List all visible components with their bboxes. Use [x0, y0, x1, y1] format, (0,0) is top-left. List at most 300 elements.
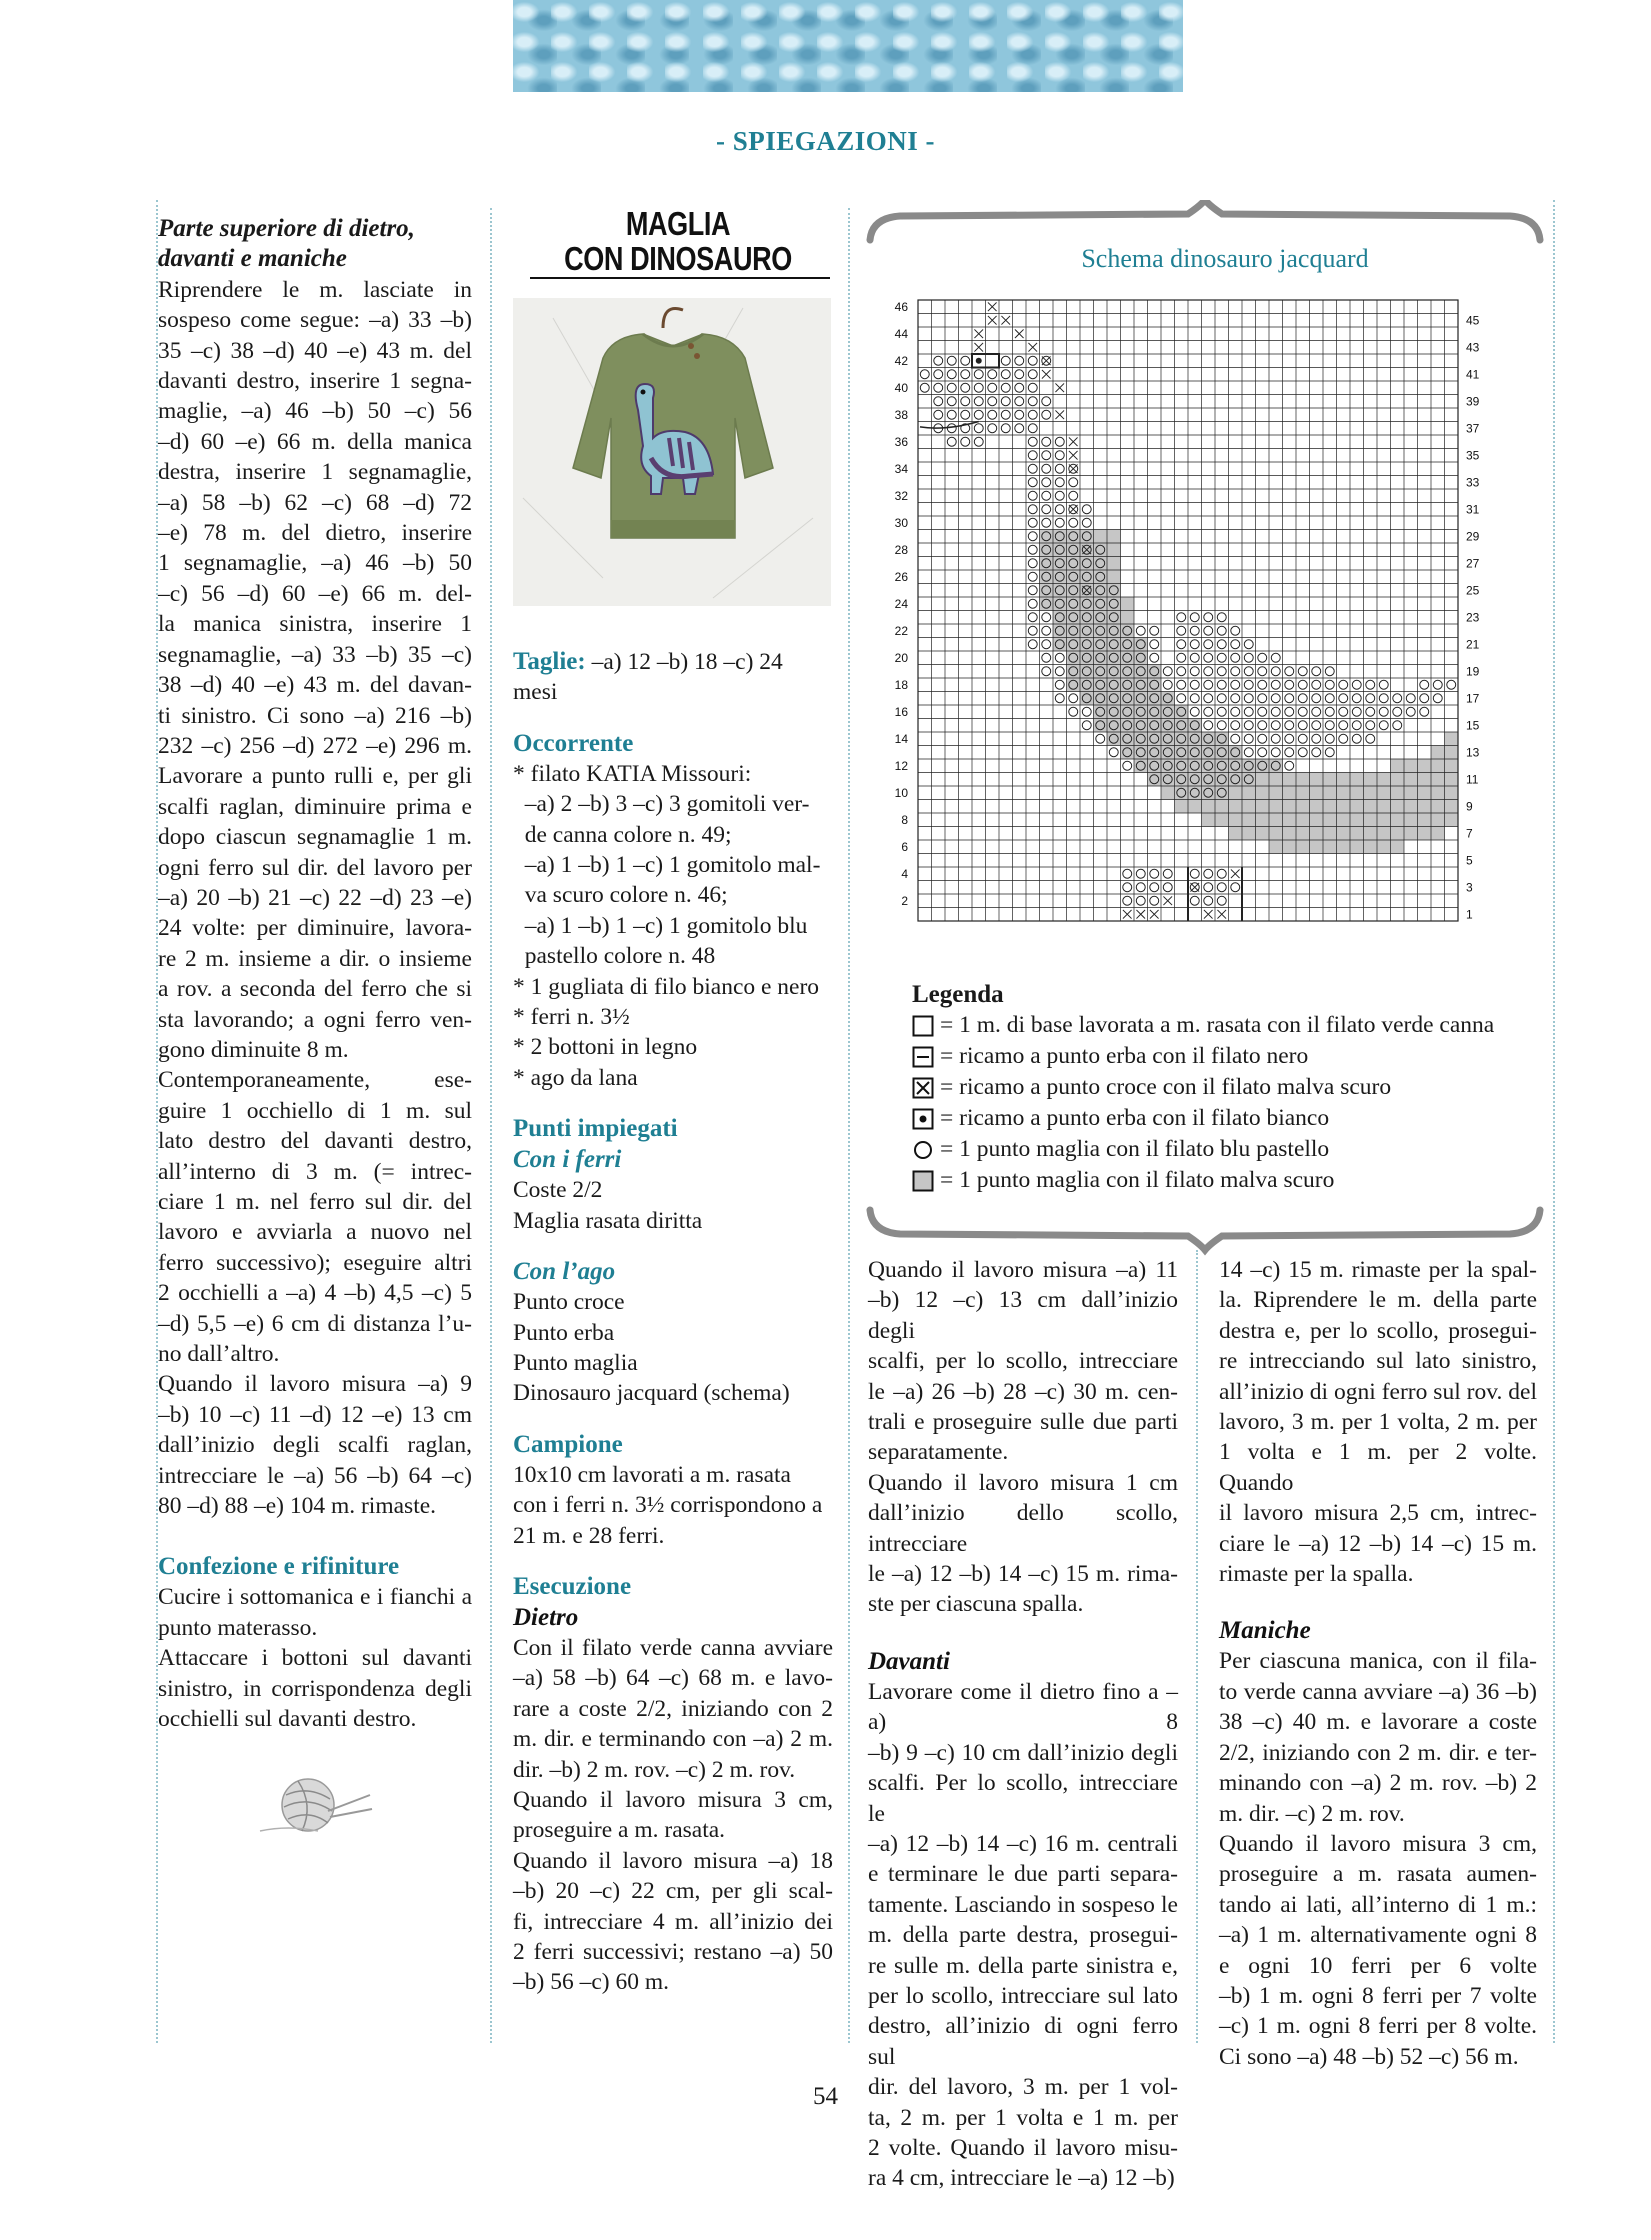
paragraph [1219, 1646, 1537, 1828]
blue-stitch [1177, 626, 1186, 635]
text-line: Punto erba [513, 1319, 615, 1346]
mauve-cell [1121, 611, 1135, 625]
blue-stitch [1312, 748, 1321, 757]
mauve-cell [1445, 746, 1459, 760]
row-label: 11 [1466, 772, 1479, 787]
text-line: Quando il lavoro misura 3 cm, [513, 1786, 833, 1813]
blue-stitch [1015, 397, 1024, 406]
row-label: 22 [894, 623, 908, 638]
blue-stitch [1204, 883, 1213, 892]
mauve-cell [1310, 786, 1324, 800]
blue-stitch [1312, 694, 1321, 703]
text-line: –a) 1 m. alternativamente ogni 8 [1219, 1922, 1537, 1949]
blue-stitch [1055, 667, 1064, 676]
blue-stitch [1244, 667, 1253, 676]
mauve-cell [1107, 557, 1121, 571]
blue-stitch [1001, 424, 1010, 433]
row-label: 28 [894, 542, 908, 557]
blue-stitch [1150, 869, 1159, 878]
blue-stitch [1258, 748, 1267, 757]
mauve-cell [1256, 773, 1270, 787]
mauve-cell [1337, 840, 1351, 854]
blue-stitch [1150, 883, 1159, 892]
text-line: Punto maglia [513, 1349, 638, 1376]
cross-stitch [1136, 910, 1145, 919]
blue-stitch [1028, 397, 1037, 406]
blue-stitch [1190, 869, 1199, 878]
text-line: –c) 56 –d) 60 –e) 66 m. del- [158, 580, 472, 607]
blue-stitch [1271, 680, 1280, 689]
mauve-cell [1431, 800, 1445, 814]
row-label: 36 [894, 434, 908, 449]
blue-stitch [1028, 437, 1037, 446]
blue-stitch [1042, 478, 1051, 487]
blue-stitch [920, 383, 929, 392]
cross-stitch [1028, 343, 1037, 352]
blue-stitch [1352, 694, 1361, 703]
blue-stitch [1231, 694, 1240, 703]
cross-stitch [974, 343, 983, 352]
paragraph [868, 1468, 1178, 1620]
blue-stitch [1217, 613, 1226, 622]
row-label: 30 [894, 515, 908, 530]
blue-stitch [1258, 667, 1267, 676]
legend-item [912, 1072, 1494, 1103]
paragraph [158, 1582, 472, 1643]
blue-stitch [947, 424, 956, 433]
blue-stitch [1042, 410, 1051, 419]
text-line: sospeso come segue: –a) 33 –b) [158, 307, 472, 334]
mauve-cell [1377, 800, 1391, 814]
paragraph [513, 1846, 833, 1998]
mauve-cell [1310, 773, 1324, 787]
blue-stitch [1244, 653, 1253, 662]
cross-stitch [1055, 383, 1064, 392]
text-line: * filato KATIA Missouri: [513, 760, 752, 787]
blue-stitch [1285, 748, 1294, 757]
text-line: * 1 gugliata di filo bianco e nero [513, 973, 820, 1000]
blue-stitch [1055, 518, 1064, 527]
blue-stitch [1285, 667, 1294, 676]
row-label: 17 [1466, 691, 1480, 706]
text-line: la manica sinistra, inserire 1 [158, 611, 472, 638]
mauve-cell [1229, 800, 1243, 814]
blue-stitch [934, 410, 943, 419]
blue-stitch [1339, 707, 1348, 716]
mauve-cell [1310, 827, 1324, 841]
blue-stitch [1204, 613, 1213, 622]
text-line: lavoro, 3 m. per 1 volta, 2 m. per [1219, 1409, 1537, 1436]
text-line: Lavorare come il dietro fino a –a) 8 [868, 1678, 1178, 1736]
blue-stitch [1042, 505, 1051, 514]
mauve-cell [1283, 827, 1297, 841]
text-line: 21 m. e 28 ferri. [513, 1522, 665, 1549]
mauve-cell [1377, 840, 1391, 854]
blue-stitch [1379, 707, 1388, 716]
text-line: le –a) 26 –b) 28 –c) 30 m. cen- [868, 1378, 1178, 1405]
row-label: 37 [1466, 421, 1480, 436]
text-line: –c) 1 m. ogni 8 ferri per 8 volte. [1219, 2013, 1537, 2040]
blue-stitch [1244, 680, 1253, 689]
legend-item [912, 1165, 1494, 1196]
blue-stitch [1028, 464, 1037, 473]
blue-stitch [1163, 680, 1172, 689]
row-label: 9 [1466, 799, 1473, 814]
text-line: ste per ciascuna spalla. [868, 1591, 1084, 1618]
blue-stitch [1285, 734, 1294, 743]
text-line: 38 –c) 40 m. e lavorare a coste [1219, 1709, 1537, 1736]
blue-stitch [1217, 626, 1226, 635]
mauve-cell [1296, 800, 1310, 814]
maniche-heading: Maniche [1219, 1617, 1311, 1645]
blue-stitch [1055, 653, 1064, 662]
blue-stitch [1217, 883, 1226, 892]
blue-stitch [1177, 680, 1186, 689]
text-line: pastello colore n. 48 [513, 943, 716, 970]
blue-stitch [1204, 680, 1213, 689]
yarn-texture-banner [513, 0, 1183, 92]
mauve-cell [1364, 800, 1378, 814]
blue-stitch [1028, 572, 1037, 581]
blue-stitch [1258, 680, 1267, 689]
text-line: maglie, –a) 46 –b) 50 –c) 56 [158, 398, 472, 425]
blue-stitch [1217, 707, 1226, 716]
blue-stitch [1028, 586, 1037, 595]
row-label: 25 [1466, 583, 1480, 598]
row-label: 21 [1466, 637, 1480, 652]
blue-stitch [1244, 694, 1253, 703]
blue-stitch [1163, 883, 1172, 892]
text-line: destra, inserire 1 segnamaglie, [158, 459, 472, 486]
column-divider-3 [1196, 1250, 1198, 2043]
mauve-cell [1323, 800, 1337, 814]
text-line: Riprendere le m. lasciate in [158, 276, 472, 303]
mauve-cell [1269, 827, 1283, 841]
blue-stitch [1339, 721, 1348, 730]
text-line: –b) 12 –c) 13 cm dall’inizio degli [868, 1287, 1178, 1344]
blue-stitch [1204, 721, 1213, 730]
text-line: –a) 1 –b) 1 –c) 1 gomitolo blu [513, 912, 808, 939]
title-line-1: MAGLIA [625, 205, 731, 242]
mauve-cell [1283, 813, 1297, 827]
text-line: 2 volte. Quando il lavoro misu- [868, 2134, 1178, 2161]
blue-stitch [1231, 653, 1240, 662]
blue-stitch [1352, 680, 1361, 689]
blue-stitch [1028, 559, 1037, 568]
mauve-cell [1229, 813, 1243, 827]
text-line: a rov. a seconda del ferro che si [158, 976, 472, 1003]
text-line: Con il filato verde canna avviare [513, 1634, 833, 1661]
blue-stitch [1244, 734, 1253, 743]
row-label: 29 [1466, 529, 1480, 544]
mauve-cell [1242, 827, 1256, 841]
blue-stitch [1271, 707, 1280, 716]
blue-stitch [1055, 694, 1064, 703]
blue-stitch [934, 397, 943, 406]
blue-stitch [1325, 734, 1334, 743]
blue-stitch [1298, 694, 1307, 703]
mauve-cell [1310, 800, 1324, 814]
blue-stitch [934, 383, 943, 392]
mauve-cell [1256, 827, 1270, 841]
text-line: –e) 78 m. del dietro, inserire [158, 520, 472, 547]
mauve-cell [1256, 813, 1270, 827]
text-line: * ago da lana [513, 1064, 638, 1091]
text-line: de canna colore n. 49; [513, 821, 732, 848]
text-line: Lavorare a punto rulli e, per gli [158, 763, 472, 790]
blue-stitch [974, 383, 983, 392]
blue-stitch [1352, 721, 1361, 730]
blue-stitch [1433, 694, 1442, 703]
blue-stitch [1190, 707, 1199, 716]
text-line: ciare le –a) 12 –b) 14 –c) 15 m. [1219, 1530, 1537, 1557]
title-line-2: CON DINOSAURO [564, 240, 792, 277]
cross-stitch [1015, 329, 1024, 338]
blue-stitch [1258, 721, 1267, 730]
row-label: 34 [894, 461, 908, 476]
paragraph [513, 1633, 833, 1785]
mauve-cell [1391, 813, 1405, 827]
text-line: occhielli sul davanti destro. [158, 1706, 417, 1733]
mauve-cell [1175, 800, 1189, 814]
text-line: le –a) 12 –b) 14 –c) 15 m. rima- [868, 1561, 1178, 1588]
text-line: 10x10 cm lavorati a m. rasata [513, 1461, 791, 1488]
mauve-cell [1404, 813, 1418, 827]
blue-stitch [1298, 748, 1307, 757]
mauve-cell [1296, 827, 1310, 841]
text-line: sinistro, in corrispondenza degli [158, 1675, 472, 1702]
mauve-cell [1283, 840, 1297, 854]
blue-stitch [1271, 748, 1280, 757]
blue-stitch [1298, 680, 1307, 689]
mauve-cell [1202, 813, 1216, 827]
cross-stitch [974, 329, 983, 338]
blue-stitch [1217, 721, 1226, 730]
column-divider-2 [848, 208, 850, 2043]
text-line: scalfi. Per lo scollo, intrecciare le [868, 1770, 1178, 1827]
blue-stitch [1231, 667, 1240, 676]
mauve-cell [1445, 759, 1459, 773]
text-line: * 2 bottoni in legno [513, 1034, 698, 1061]
cross-stitch [1204, 910, 1213, 919]
row-label: 26 [894, 569, 908, 584]
cross-stitch [1055, 410, 1064, 419]
text-line: 1 volta e 1 m. per 2 volte. Quando [1219, 1439, 1537, 1496]
column-1 [158, 214, 472, 1845]
row-label: 10 [894, 785, 908, 800]
paragraph [158, 1065, 472, 1369]
paragraph [158, 1643, 472, 1734]
mauve-cell [1229, 786, 1243, 800]
mauve-cell [1431, 813, 1445, 827]
text-line: minando con –a) 2 m. rov. –b) 2 [1219, 1770, 1537, 1797]
text-line: Maglia rasata diritta [513, 1207, 703, 1234]
blue-stitch [1285, 707, 1294, 716]
blue-stitch [1028, 518, 1037, 527]
row-label: 15 [1466, 718, 1480, 733]
mauve-cell [1283, 786, 1297, 800]
blue-stitch [1258, 694, 1267, 703]
mauve-cell [1242, 813, 1256, 827]
title-underline [530, 277, 830, 279]
row-label: 8 [901, 812, 908, 827]
row-label: 45 [1466, 313, 1480, 328]
mauve-cell [1391, 759, 1405, 773]
blue-stitch [1055, 478, 1064, 487]
text-line: 14 –c) 15 m. rimaste per la spal- [1219, 1257, 1537, 1283]
text-line: –a) 58 –b) 62 –c) 68 –d) 72 [158, 489, 472, 516]
upper-part-heading [158, 214, 472, 275]
mauve-cell [1337, 827, 1351, 841]
blue-stitch [1028, 383, 1037, 392]
blue-stitch [1393, 721, 1402, 730]
row-label: 16 [894, 704, 908, 719]
blue-stitch [1028, 356, 1037, 365]
blue-stitch [1231, 883, 1240, 892]
text-line: –a) 2 –b) 3 –c) 3 gomitoli ver- [513, 791, 810, 818]
blue-stitch [1136, 896, 1145, 905]
cross-stitch [988, 302, 997, 311]
text-line: 24 volte: per diminuire, lavora- [158, 915, 472, 942]
blue-stitch [1217, 667, 1226, 676]
mauve-cell [1269, 786, 1283, 800]
mauve-cell [1418, 813, 1432, 827]
blue-stitch [1190, 640, 1199, 649]
text-line: 2 occhielli a –a) 4 –b) 4,5 –c) 5 [158, 1280, 472, 1307]
dietro-continued-body [868, 1255, 1178, 1620]
text-line: –d) 60 –e) 66 m. della manica [158, 428, 472, 455]
text-line: dopo ciascun segnamaglie 1 m. [158, 824, 472, 851]
text-line: rare a coste 2/2, iniziando con 2 [513, 1695, 833, 1722]
blue-stitch [1231, 707, 1240, 716]
text-line: dall’inizio degli scalfi raglan, [158, 1432, 472, 1459]
blue-stitch [1028, 599, 1037, 608]
pattern-title [555, 206, 801, 276]
blue-stitch [1150, 653, 1159, 662]
row-label: 41 [1466, 367, 1480, 382]
davanti-body [868, 1677, 1178, 2194]
text-line: trali e proseguire sulle due parti [868, 1409, 1178, 1436]
blue-stitch [1190, 653, 1199, 662]
legend-text: = 1 punto maglia con il filato malva scuro [940, 1167, 1335, 1193]
mauve-cell [1310, 813, 1324, 827]
mauve-cell [1445, 773, 1459, 787]
legend-text: = 1 m. di base lavorata a m. rasata con il filato verde canna [940, 1012, 1495, 1038]
blue-stitch [1042, 640, 1051, 649]
blue-stitch [1298, 667, 1307, 676]
blue-stitch [1217, 640, 1226, 649]
mauve-cell [1242, 800, 1256, 814]
text-line: dall’inizio dello scollo, intrecciare [868, 1500, 1178, 1557]
text-line: e terminare le due parti separa- [868, 1861, 1178, 1888]
blue-stitch [1190, 626, 1199, 635]
blue-stitch [947, 370, 956, 379]
legend-text: = ricamo a punto erba con il filato nero [940, 1043, 1309, 1069]
occorrente-heading: Occorrente [513, 729, 634, 757]
blue-stitch [1136, 869, 1145, 878]
text-line: Dinosauro jacquard (schema) [513, 1380, 790, 1407]
mauve-cell [1364, 840, 1378, 854]
blue-stitch [1420, 680, 1429, 689]
text-line: re 2 m. insieme a dir. o insieme [158, 945, 472, 972]
cross-stitch [1069, 464, 1078, 473]
text-line: separatamente. [868, 1439, 1009, 1466]
mauve-cell [1323, 840, 1337, 854]
cross-stitch [1217, 910, 1226, 919]
mauve-cell [1445, 786, 1459, 800]
text-line: fi, intrecciare 4 m. all’inizio dei [513, 1908, 833, 1935]
maniche-body [1219, 1646, 1537, 2072]
blue-stitch [1028, 370, 1037, 379]
text-line: –a) 20 –b) 21 –c) 22 –d) 23 –e) [158, 884, 472, 911]
blue-stitch [1312, 680, 1321, 689]
blue-stitch [1406, 694, 1415, 703]
mauve-cell [1121, 597, 1135, 611]
blue-stitch [1028, 424, 1037, 433]
blue-stitch [1028, 451, 1037, 460]
cross-stitch [1042, 370, 1051, 379]
blue-stitch [1204, 640, 1213, 649]
text-line: –b) 56 –c) 60 m. [513, 1969, 669, 1996]
cross-stitch [1150, 910, 1159, 919]
mauve-cell [1269, 813, 1283, 827]
blue-stitch [1204, 707, 1213, 716]
text-line: Parte superiore di dietro, [158, 215, 415, 242]
text-line: ra 4 cm, intrecciare le –a) 12 –b) [868, 2165, 1175, 2192]
blue-stitch [974, 410, 983, 419]
blue-stitch [1177, 653, 1186, 662]
row-label: 42 [894, 353, 908, 368]
blue-stitch [1204, 896, 1213, 905]
blue-stitch [1379, 694, 1388, 703]
blue-stitch [947, 410, 956, 419]
blue-stitch [1123, 869, 1132, 878]
mauve-cell [1215, 800, 1229, 814]
text-line: il lavoro misura 2,5 cm, intrec- [1219, 1500, 1537, 1527]
mauve-cell [1391, 840, 1405, 854]
blue-stitch [1325, 667, 1334, 676]
sweater-photo [513, 298, 831, 606]
text-line: m. dir. –c) 2 m. rov. [1219, 1800, 1405, 1827]
mauve-cell [1431, 786, 1445, 800]
blue-stitch [1271, 653, 1280, 662]
blue-stitch [974, 397, 983, 406]
paragraph [158, 1369, 472, 1521]
mauve-cell [1296, 813, 1310, 827]
esecuzione-heading: Esecuzione [513, 1572, 632, 1600]
blue-stitch [947, 437, 956, 446]
blue-stitch [961, 410, 970, 419]
mauve-cell [1364, 786, 1378, 800]
mauve-cell [1418, 800, 1432, 814]
cross-stitch [1069, 437, 1078, 446]
cross-stitch [1001, 316, 1010, 325]
blue-stitch [1123, 896, 1132, 905]
blue-stitch [1204, 694, 1213, 703]
legend-text: = 1 punto maglia con il filato blu pastello [940, 1136, 1330, 1162]
mauve-cell [1377, 827, 1391, 841]
taglie-label: Taglie: [513, 648, 586, 675]
yarn-ball-icon [258, 1765, 378, 1845]
text-line: Quando il lavoro misura –a) 11 [868, 1257, 1178, 1283]
row-label: 43 [1466, 340, 1480, 355]
text-line: Quando il lavoro misura 1 cm [868, 1469, 1178, 1496]
eye-dot [976, 358, 982, 364]
blue-stitch [1325, 680, 1334, 689]
blue-stitch [1001, 410, 1010, 419]
blue-stitch [1069, 518, 1078, 527]
mauve-cell [1094, 530, 1108, 544]
